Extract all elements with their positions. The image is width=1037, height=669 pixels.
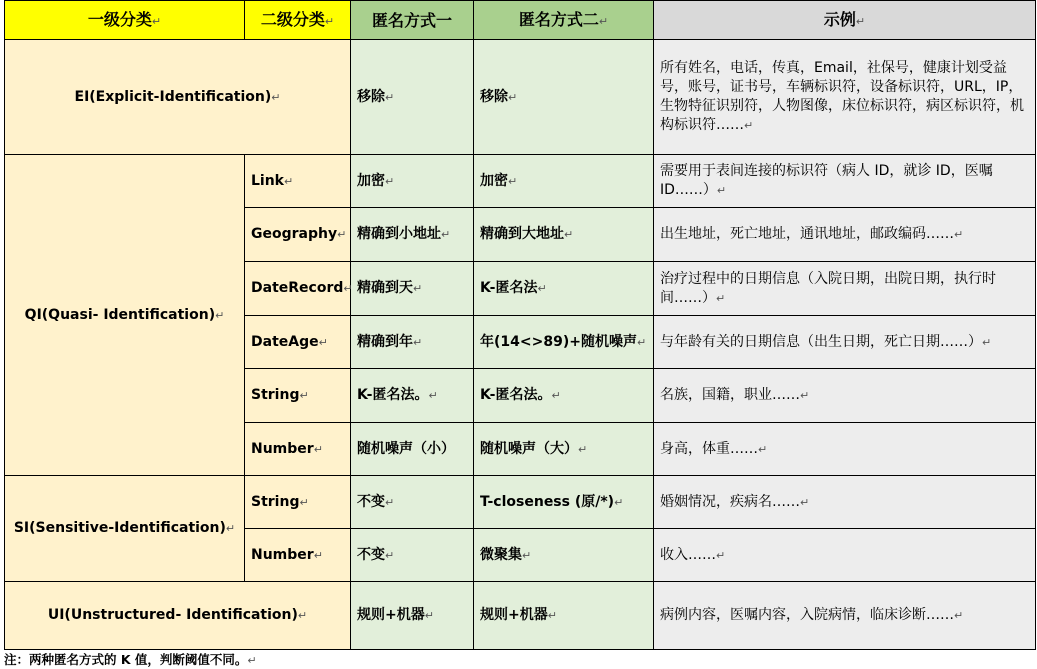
qi-method2: 随机噪声（大）↵ bbox=[474, 423, 654, 476]
si-method1: 不变↵ bbox=[351, 476, 474, 529]
ei-category: EI(Explicit-Identification)↵ bbox=[5, 40, 351, 155]
footnote: 注：两种匿名方式的 K 值，判断阈值不同。↵ bbox=[4, 652, 257, 667]
header-row bbox=[5, 1, 1036, 40]
qi-example: 需要用于表间连接的标识符（病人 ID，就诊 ID，医嘱 ID……）↵ bbox=[654, 155, 1036, 208]
qi-method2: 精确到大地址↵ bbox=[474, 208, 654, 262]
qi-method1: 精确到天↵ bbox=[351, 262, 474, 316]
table-row-ei bbox=[5, 40, 1036, 155]
qi-method1: 随机噪声（小） bbox=[351, 423, 474, 476]
ui-example: 病例内容，医嘱内容，入院病情，临床诊断……↵ bbox=[654, 582, 1036, 650]
qi-method1: 加密↵ bbox=[351, 155, 474, 208]
table-row-si-string bbox=[5, 476, 1036, 529]
qi-level2: DateRecord↵ bbox=[245, 262, 351, 316]
qi-category: QI(Quasi- Identification)↵ bbox=[5, 155, 245, 476]
anonymization-table bbox=[4, 0, 1036, 650]
qi-level2: Geography↵ bbox=[245, 208, 351, 262]
si-method2: T-closeness (原/*)↵ bbox=[474, 476, 654, 529]
qi-method2: 年(14<>89)+随机噪声↵ bbox=[474, 316, 654, 369]
header-level2: 二级分类↵ bbox=[245, 1, 351, 40]
qi-level2: Link↵ bbox=[245, 155, 351, 208]
si-level2: String↵ bbox=[245, 476, 351, 529]
table-row-qi-link bbox=[5, 155, 1036, 208]
qi-level2: DateAge↵ bbox=[245, 316, 351, 369]
qi-method1: 精确到小地址↵ bbox=[351, 208, 474, 262]
si-level2: Number↵ bbox=[245, 529, 351, 582]
qi-example: 与年龄有关的日期信息（出生日期，死亡日期……）↵ bbox=[654, 316, 1036, 369]
ui-category: UI(Unstructured- Identification)↵ bbox=[5, 582, 351, 650]
qi-method2: 加密↵ bbox=[474, 155, 654, 208]
si-method1: 不变↵ bbox=[351, 529, 474, 582]
ei-method2: 移除↵ bbox=[474, 40, 654, 155]
qi-method2: K-匿名法。↵ bbox=[474, 369, 654, 423]
ui-method1: 规则+机器↵ bbox=[351, 582, 474, 650]
qi-level2: Number↵ bbox=[245, 423, 351, 476]
qi-example: 出生地址，死亡地址，通讯地址，邮政编码……↵ bbox=[654, 208, 1036, 262]
qi-method2: K-匿名法↵ bbox=[474, 262, 654, 316]
qi-example: 身高，体重……↵ bbox=[654, 423, 1036, 476]
header-example: 示例↵ bbox=[654, 1, 1036, 40]
header-method2: 匿名方式二↵ bbox=[474, 1, 654, 40]
si-example: 婚姻情况，疾病名……↵ bbox=[654, 476, 1036, 529]
qi-method1: 精确到年↵ bbox=[351, 316, 474, 369]
ui-method2: 规则+机器↵ bbox=[474, 582, 654, 650]
ei-method1: 移除↵ bbox=[351, 40, 474, 155]
header-method1: 匿名方式一 bbox=[351, 1, 474, 40]
si-category: SI(Sensitive-Identification)↵ bbox=[5, 476, 245, 582]
table-row-ui bbox=[5, 582, 1036, 650]
header-level1: 一级分类↵ bbox=[5, 1, 245, 40]
qi-example: 治疗过程中的日期信息（入院日期，出院日期，执行时间……）↵ bbox=[654, 262, 1036, 316]
qi-example: 名族，国籍，职业……↵ bbox=[654, 369, 1036, 423]
ei-example: 所有姓名，电话，传真，Email，社保号，健康计划受益号，账号，证书号，车辆标识符，设备标识符，URL，IP，生物特征识别符，人物图像，床位标识符，病区标识符，机构标识符……↵ bbox=[654, 40, 1036, 155]
qi-level2: String↵ bbox=[245, 369, 351, 423]
si-example: 收入……↵ bbox=[654, 529, 1036, 582]
si-method2: 微聚集↵ bbox=[474, 529, 654, 582]
qi-method1: K-匿名法。↵ bbox=[351, 369, 474, 423]
